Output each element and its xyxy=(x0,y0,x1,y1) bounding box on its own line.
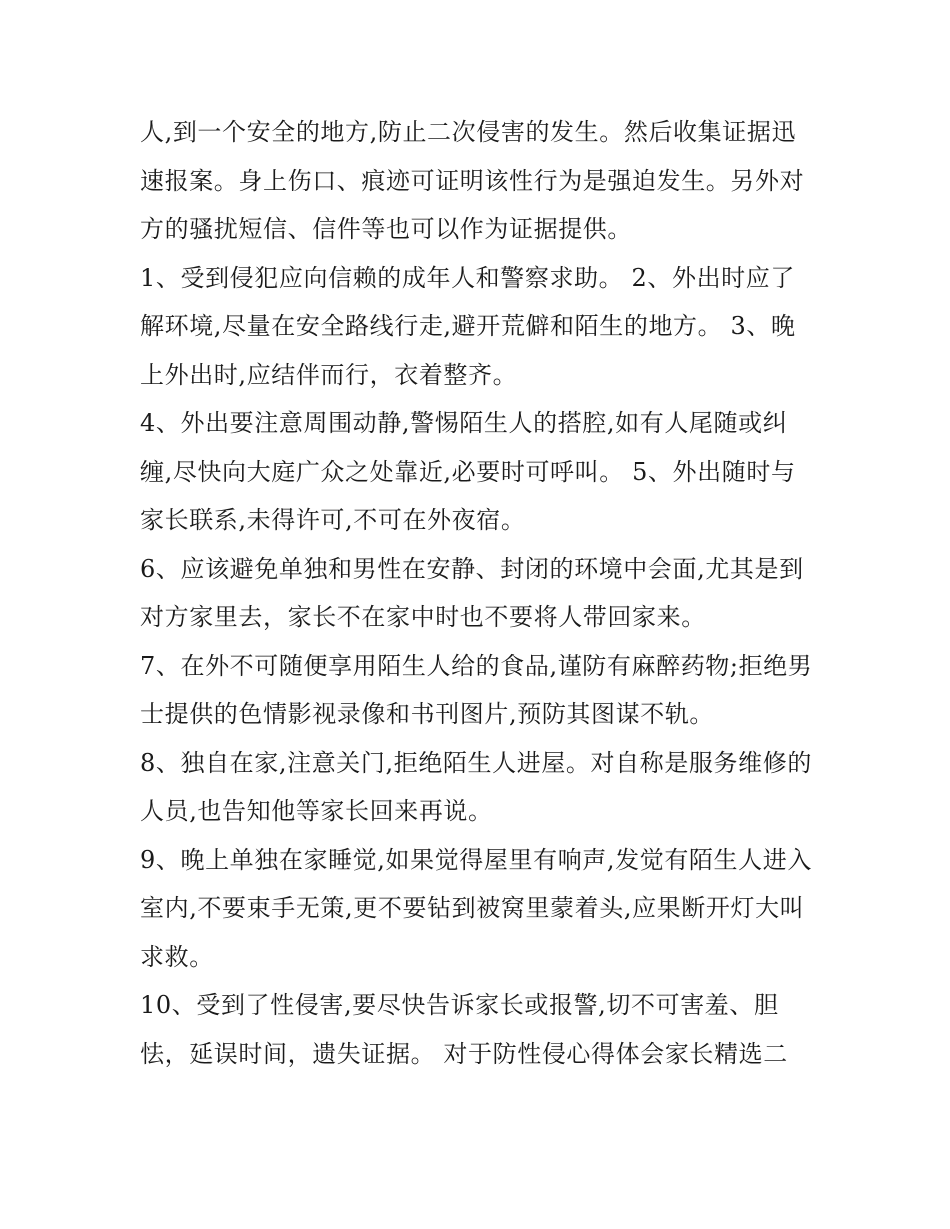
text-line: 求救。 xyxy=(140,942,214,971)
text-line: 4、外出要注意周围动静,警惕陌生人的搭腔,如有人尾随或纠 xyxy=(140,409,788,437)
paragraph-tip-7 xyxy=(140,642,820,739)
paragraph-evidence xyxy=(140,108,820,254)
paragraph-tip-10 xyxy=(140,981,820,1078)
text-line: 解环境,尽量在安全路线行走,避开荒僻和陌生的地方。 3、晚 xyxy=(140,312,796,340)
text-line: 9、晚上单独在家睡觉,如果觉得屋里有响声,发觉有陌生人进入 xyxy=(140,845,812,874)
text-line: 6、应该避免单独和男性在安静、封闭的环境中会面,尤其是到 xyxy=(140,554,804,583)
text-line: 上外出时,应结伴而行，衣着整齐。 xyxy=(140,360,518,389)
document-body xyxy=(140,108,820,1078)
text-line: 缠,尽快向大庭广众之处靠近,必要时可呼叫。 5、外出随时与 xyxy=(140,457,796,486)
text-line: 室内,不要束手无策,更不要钻到被窝里蒙着头,应果断开灯大叫 xyxy=(140,894,805,922)
text-line: 家长联系,未得许可,不可在外夜宿。 xyxy=(140,506,526,534)
text-line: 1、受到侵犯应向信赖的成年人和警察求助。 2、外出时应了 xyxy=(140,263,795,292)
paragraph-tips-4-5 xyxy=(140,399,820,545)
text-line: 人员,也告知他等家长回来再说。 xyxy=(140,797,493,825)
text-line: 7、在外不可随便享用陌生人给的食品,谨防有麻醉药物;拒绝男 xyxy=(140,651,813,680)
paragraph-tips-1-3 xyxy=(140,254,820,400)
paragraph-tip-8 xyxy=(140,739,820,836)
text-line: 人,到一个安全的地方,防止二次侵害的发生。然后收集证据迅 xyxy=(140,118,797,146)
text-line: 士提供的色情影视录像和书刊图片,预防其图谋不轨。 xyxy=(140,700,715,728)
paragraph-tip-9 xyxy=(140,836,820,982)
text-line: 速报案。身上伤口、痕迹可证明该性行为是强迫发生。另外对 xyxy=(140,166,805,195)
text-line: 方的骚扰短信、信件等也可以作为证据提供。 xyxy=(140,215,632,243)
paragraph-tip-6 xyxy=(140,545,820,642)
text-line: 8、独自在家,注意关门,拒绝陌生人进屋。对自称是服务维修的 xyxy=(140,748,812,777)
text-line: 10、受到了性侵害,要尽快告诉家长或报警,切不可害羞、胆 xyxy=(140,991,779,1019)
text-line: 对方家里去，家长不在家中时也不要将人带回家来。 xyxy=(140,603,706,631)
text-line: 怯，延误时间，遗失证据。 对于防性侵心得体会家长精选二 xyxy=(140,1039,788,1068)
